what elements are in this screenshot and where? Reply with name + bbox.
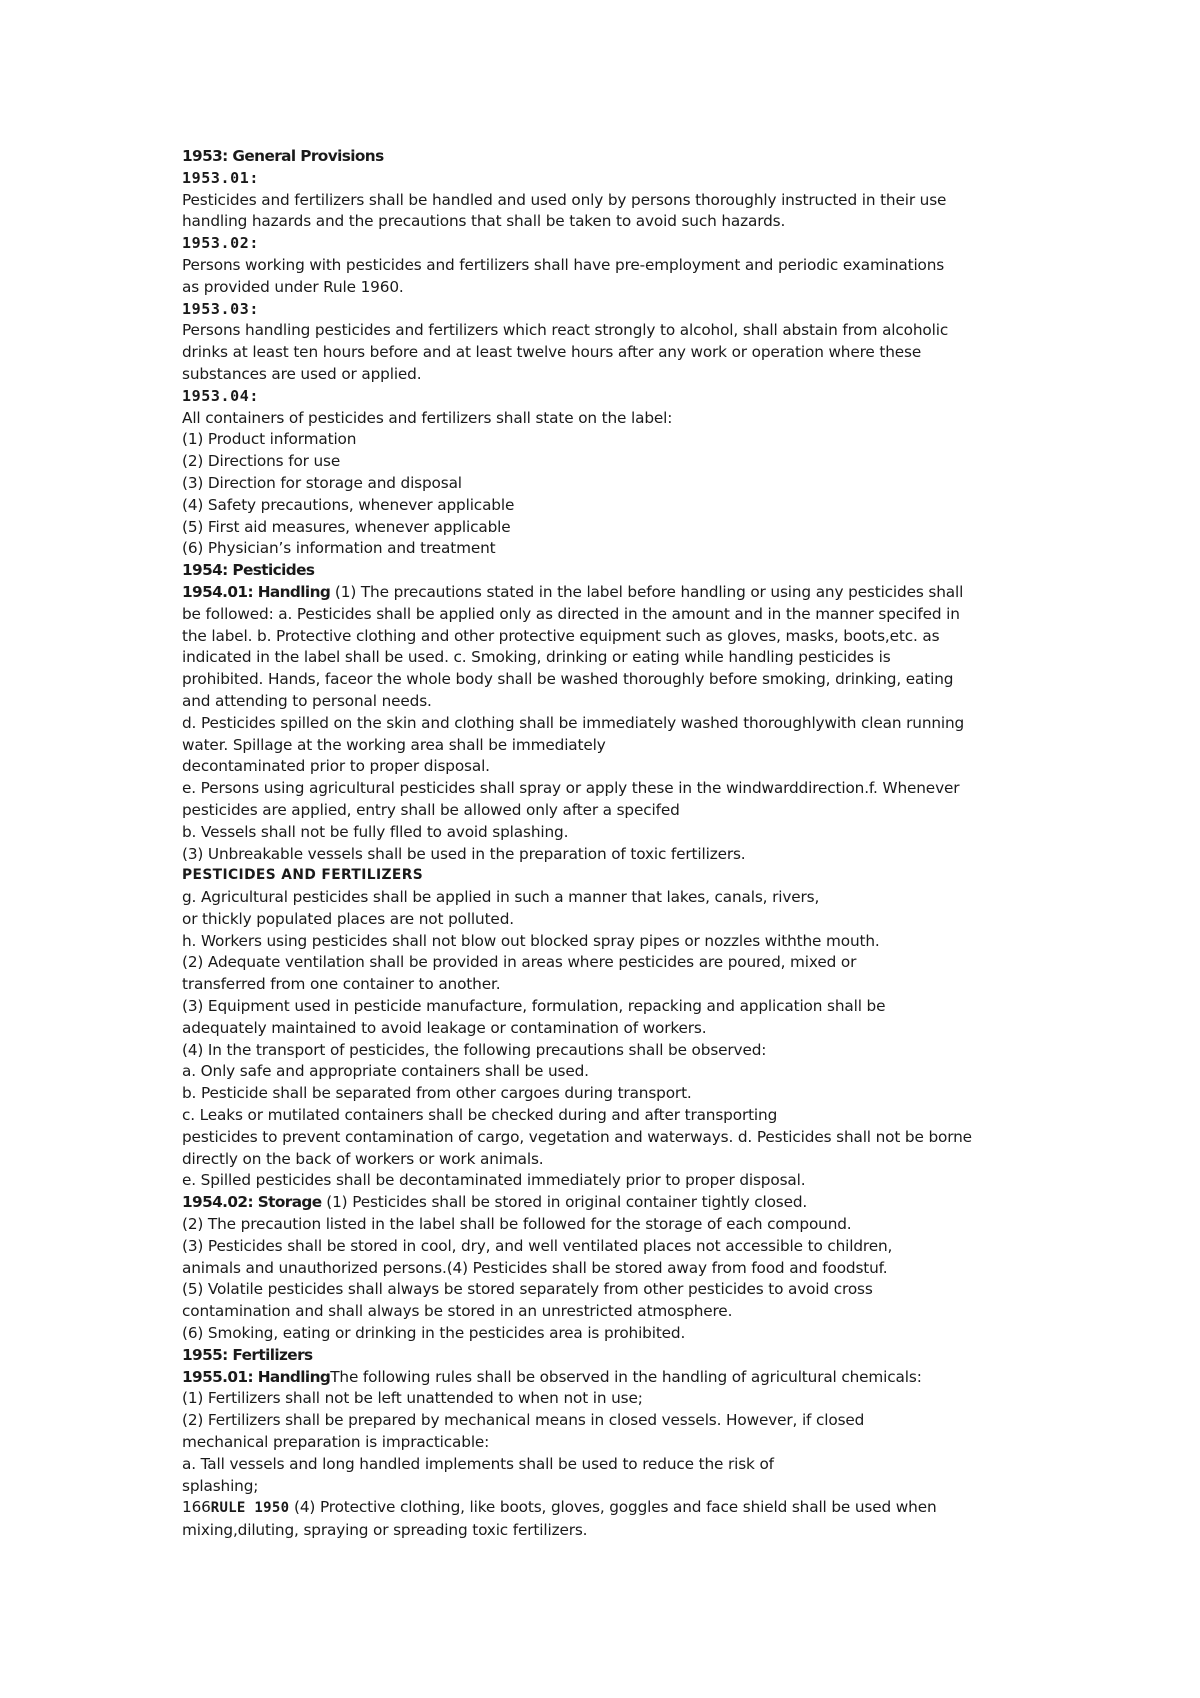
- paragraph-line: drinks at least ten hours before and at least twelve hours after any work or operation where these: [182, 343, 922, 362]
- paragraph-line: (2) Adequate ventilation shall be provided in areas where pesticides are poured, mixed or: [182, 953, 857, 972]
- clause-title-1954-02: 1954.02: Storage: [182, 1193, 322, 1212]
- paragraph-line: prohibited. Hands, faceor the whole body shall be washed thoroughly before smoking, drinking, eating: [182, 670, 954, 689]
- clause-number-1953-03: 1953.03:: [182, 299, 260, 318]
- section-heading-1953: 1953: General Provisions: [182, 147, 384, 165]
- clause-number-1953-04: 1953.04:: [182, 386, 260, 405]
- list-item: (4) Safety precautions, whenever applicable: [182, 495, 515, 514]
- list-item: (3) Direction for storage and disposal: [182, 473, 462, 492]
- paragraph-line: be followed: a. Pesticides shall be applied only as directed in the amount and in the manner specifed in: [182, 604, 960, 623]
- clause-title-1955-01: 1955.01: Handling: [182, 1367, 331, 1386]
- paragraph-line: Persons handling pesticides and fertilizers which react strongly to alcohol, shall abstain from alcoholic: [182, 321, 949, 340]
- list-item: (5) First aid measures, whenever applicable: [182, 517, 511, 536]
- paragraph-line: splashing;: [182, 1476, 259, 1495]
- paragraph-line: decontaminated prior to proper disposal.: [182, 757, 490, 776]
- list-item: (1) Product information: [182, 430, 357, 449]
- clause-number-1953-02: 1953.02:: [182, 234, 260, 253]
- paragraph-line: e. Persons using agricultural pesticides shall spray or apply these in the windwarddirection.f. Whenever: [182, 779, 960, 798]
- paragraph-line: (6) Smoking, eating or drinking in the pesticides area is prohibited.: [182, 1324, 686, 1343]
- paragraph-line: c. Leaks or mutilated containers shall be checked during and after transporting: [182, 1106, 778, 1125]
- paragraph-line: or thickly populated places are not polluted.: [182, 909, 514, 928]
- document-body: [182, 146, 1062, 1542]
- paragraph-line: transferred from one container to another.: [182, 975, 501, 994]
- paragraph-line: b. Vessels shall not be fully flled to avoid splashing.: [182, 822, 569, 841]
- paragraph-line: h. Workers using pesticides shall not blow out blocked spray pipes or nozzles withthe mouth.: [182, 931, 880, 950]
- paragraph-line: [182, 1497, 1062, 1520]
- paragraph-line: Pesticides and fertilizers shall be handled and used only by persons thoroughly instructed in their use: [182, 190, 947, 209]
- paragraph-line: Persons working with pesticides and fertilizers shall have pre-employment and periodic examinations: [182, 255, 945, 274]
- paragraph-line: (2) The precaution listed in the label shall be followed for the storage of each compound.: [182, 1215, 852, 1234]
- paragraph-line: water. Spillage at the working area shall be immediately: [182, 735, 606, 754]
- paragraph-line: substances are used or applied.: [182, 364, 422, 383]
- paragraph-line: g. Agricultural pesticides shall be applied in such a manner that lakes, canals, rivers,: [182, 888, 820, 907]
- paragraph-text: (4) Protective clothing, like boots, gloves, goggles and face shield shall be used when: [289, 1498, 937, 1517]
- paragraph-line: animals and unauthorized persons.(4) Pesticides shall be stored away from food and foodstuf.: [182, 1258, 888, 1277]
- paragraph-line: contamination and shall always be stored in an unrestricted atmosphere.: [182, 1302, 733, 1321]
- running-rule-label: RULE 1950: [210, 1500, 290, 1517]
- paragraph-line: handling hazards and the precautions that shall be taken to avoid such hazards.: [182, 212, 786, 231]
- paragraph-line: [182, 582, 1062, 604]
- list-item: (2) Directions for use: [182, 452, 341, 471]
- clause-title-1954-01: 1954.01: Handling: [182, 582, 331, 601]
- paragraph-line: as provided under Rule 1960.: [182, 277, 404, 296]
- paragraph-line: [182, 1192, 1062, 1214]
- paragraph-text: The following rules shall be observed in the handling of agricultural chemicals:: [330, 1367, 922, 1386]
- paragraph-line: (3) Pesticides shall be stored in cool, dry, and well ventilated places not accessible to children,: [182, 1236, 893, 1255]
- paragraph-line: (3) Unbreakable vessels shall be used in the preparation of toxic fertilizers.: [182, 844, 746, 863]
- paragraph-line: pesticides are applied, entry shall be allowed only after a specifed: [182, 800, 680, 819]
- paragraph-line: b. Pesticide shall be separated from other cargoes during transport.: [182, 1084, 692, 1103]
- paragraph-line: pesticides to prevent contamination of cargo, vegetation and waterways. d. Pesticides shall not be borne: [182, 1127, 972, 1146]
- paragraph-line: directly on the back of workers or work animals.: [182, 1149, 544, 1168]
- paragraph-text: (1) The precautions stated in the label before handling or using any pesticides shall: [330, 582, 964, 601]
- list-item: (6) Physician’s information and treatment: [182, 539, 496, 558]
- paragraph-line: adequately maintained to avoid leakage or contamination of workers.: [182, 1018, 707, 1037]
- clause-number-1953-01: 1953.01:: [182, 168, 260, 187]
- paragraph-line: e. Spilled pesticides shall be decontaminated immediately prior to proper disposal.: [182, 1171, 806, 1190]
- running-caption: PESTICIDES AND FERTILIZERS: [182, 867, 424, 884]
- paragraph-line: [182, 1367, 1062, 1389]
- paragraph-line: a. Tall vessels and long handled implements shall be used to reduce the risk of: [182, 1454, 774, 1473]
- paragraph-line: a. Only safe and appropriate containers shall be used.: [182, 1062, 589, 1081]
- paragraph-line: (2) Fertilizers shall be prepared by mechanical means in closed vessels. However, if closed: [182, 1411, 865, 1430]
- paragraph-line: d. Pesticides spilled on the skin and clothing shall be immediately washed thoroughlywith clean running: [182, 713, 965, 732]
- paragraph-line: indicated in the label shall be used. c. Smoking, drinking or eating while handling pesticides is: [182, 648, 891, 667]
- section-heading-1955: 1955: Fertilizers: [182, 1345, 313, 1364]
- paragraph-line: (4) In the transport of pesticides, the following precautions shall be observed:: [182, 1040, 767, 1059]
- paragraph-text: (1) Pesticides shall be stored in original container tightly closed.: [321, 1193, 808, 1212]
- paragraph-line: (3) Equipment used in pesticide manufacture, formulation, repacking and application shall be: [182, 997, 886, 1016]
- section-heading-1954: 1954: Pesticides: [182, 561, 315, 580]
- paragraph-line: the label. b. Protective clothing and other protective equipment such as gloves, masks, boots,etc. as: [182, 626, 940, 645]
- paragraph-line: mixing,diluting, spraying or spreading toxic fertilizers.: [182, 1521, 588, 1540]
- paragraph-line: All containers of pesticides and fertilizers shall state on the label:: [182, 408, 673, 427]
- paragraph-line: (5) Volatile pesticides shall always be stored separately from other pesticides to avoid cross: [182, 1280, 873, 1299]
- paragraph-line: (1) Fertilizers shall not be left unattended to when not in use;: [182, 1389, 643, 1408]
- page-number: 166: [182, 1498, 211, 1517]
- paragraph-line: mechanical preparation is impracticable:: [182, 1433, 490, 1452]
- paragraph-line: and attending to personal needs.: [182, 691, 432, 710]
